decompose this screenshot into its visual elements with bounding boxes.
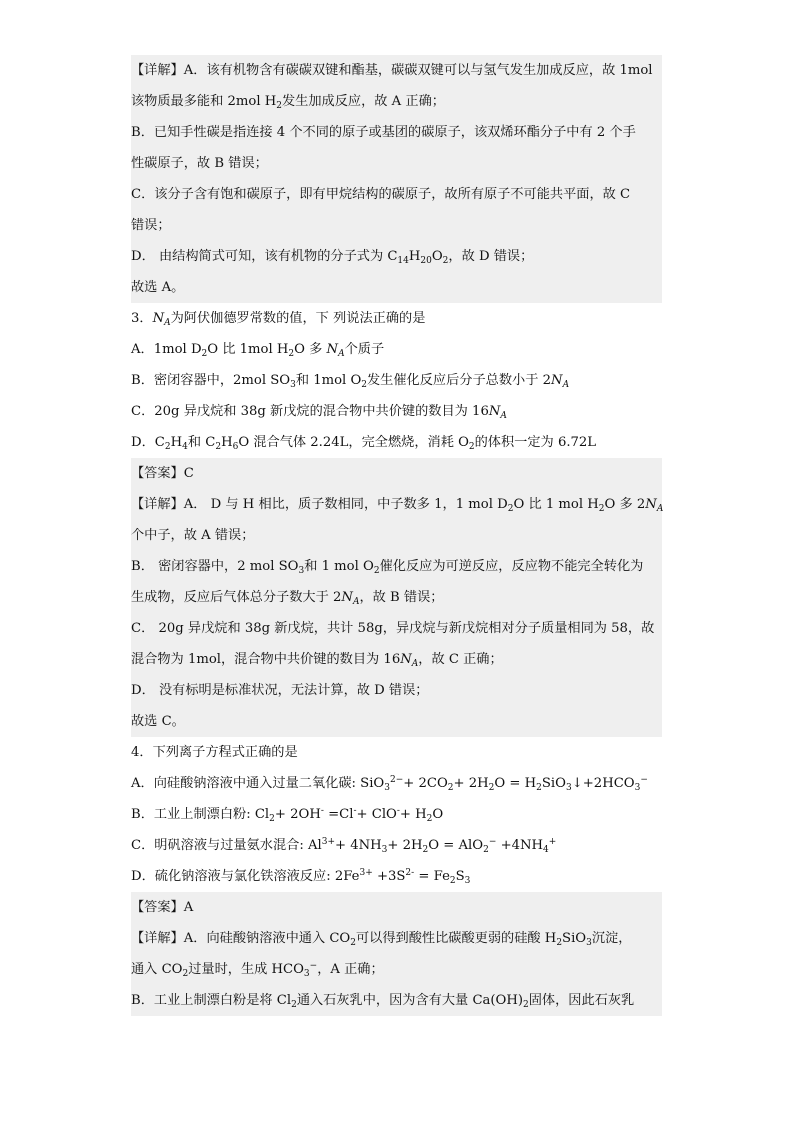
- text-line: 故选 C。: [131, 714, 185, 729]
- text-line: 性碳原子，故 B 错误；: [131, 156, 268, 171]
- text-line: D． 没有标明是标准状况，无法计算，故 D 错误；: [131, 683, 429, 698]
- text-line: B．已知手性碳是指连接 4 个不同的原子或基团的碳原子，该双烯环酯分子中有 2 个手: [131, 125, 636, 140]
- question-4: [131, 737, 662, 892]
- option-b: B．工业上制漂白粉: $Cl_2+ 2OH^- =Cl^-+ ClO^-+ H_2O$: [131, 806, 444, 824]
- question-3: [131, 303, 662, 458]
- text-line: 故选 A。: [131, 280, 185, 295]
- text-line: 该物质最多能和 2mol $H_2$发生加成反应，故 A 正确；: [131, 94, 445, 111]
- text-line: D． 由结构简式可知，该有机物的分子式为 $C_{14}H_{20}O_2$，故 D 错误；: [131, 249, 534, 266]
- document-page: [131, 55, 662, 1016]
- question-stem: 4．下列离子方程式正确的是: [131, 745, 298, 760]
- text-line: 【详解】A．向硅酸钠溶液中通入 $CO_2$可以得到酸性比碳酸更弱的硅酸 $H_2SiO_3$沉淀，: [131, 931, 632, 948]
- text-line: 混合物为 1mol，混合物中共价键的数目为 $16N_A$，故 C 正确；: [131, 652, 503, 669]
- answer-explanation-q3: [131, 458, 662, 737]
- text-line: B． 密闭容器中，2 mol $SO_3$和 1 mol $O_2$催化反应为可逆反应，反应物不能完全转化为: [131, 559, 644, 576]
- answer-explanation-q4: [131, 892, 662, 1016]
- text-line: 【详解】A． D 与 H 相比，质子数相同，中子数多 1，1 mol $D_2O$ 比 1 mol $H_2O$ 多 $2N_A$: [131, 497, 664, 514]
- answer-line: 【答案】A: [131, 900, 194, 915]
- text-line: 通入 $CO_2$过量时，生成 $HCO_3^-$，A 正确；: [131, 961, 384, 979]
- option-a: A．向硅酸钠溶液中通入过量二氧化碳: $SiO_3^{2-}+ 2CO_2+ 2H_2O$ = $H_2SiO_3↓+2HCO_3^-$: [131, 775, 648, 793]
- text-line: 个中子，故 A 错误；: [131, 528, 255, 543]
- option-c: C．20g 异戊烷和 38g 新戊烷的混合物中共价键的数目为 $16N_A$: [131, 404, 507, 421]
- option-c: C．明矾溶液与过量氨水混合: $Al^{3+}+ 4NH_3+ 2H_2O = AlO_2^- +4NH_4^+$: [131, 837, 557, 855]
- question-stem: 3．$N_A$为阿伏伽德罗常数的值，下 列说法正确的是: [131, 311, 426, 328]
- text-line: C．该分子含有饱和碳原子，即有甲烷结构的碳原子，故所有原子不可能共平面，故 C: [131, 187, 631, 202]
- text-line: 【详解】A．该有机物含有碳碳双键和酯基，碳碳双键可以与氢气发生加成反应，故 1mol: [131, 63, 653, 78]
- option-d: D．硫化钠溶液与氯化铁溶液反应: $2Fe^{3+} +3S^{2-} = Fe_2S_3$: [131, 868, 471, 886]
- text-line: 错误；: [131, 218, 171, 233]
- option-d: D．$C_2H_4$和 $C_2H_6O$ 混合气体 2.24L，完全燃烧，消耗 $O_2$的体积一定为 6.72L: [131, 435, 597, 452]
- text-line: C． 20g 异戊烷和 38g 新戊烷，共计 58g，异戊烷与新戊烷相对分子质量相同为 58，故: [131, 621, 655, 636]
- option-a: A．1mol $D_2O$ 比 1mol $H_2O$ 多 $N_A$个质子: [131, 342, 385, 359]
- text-line: B．工业上制漂白粉是将 $Cl_2$通入石灰乳中，因为含有大量 $Ca(OH)_2$固体，因此石灰乳: [131, 993, 635, 1010]
- option-b: B．密闭容器中，2mol $SO_3$和 1mol $O_2$发生催化反应后分子总数小于 $2N_A$: [131, 373, 570, 390]
- explanation-q2: [131, 55, 662, 303]
- answer-line: 【答案】C: [131, 466, 194, 481]
- text-line: 生成物，反应后气体总分子数大于 $2N_A$，故 B 错误；: [131, 590, 444, 607]
